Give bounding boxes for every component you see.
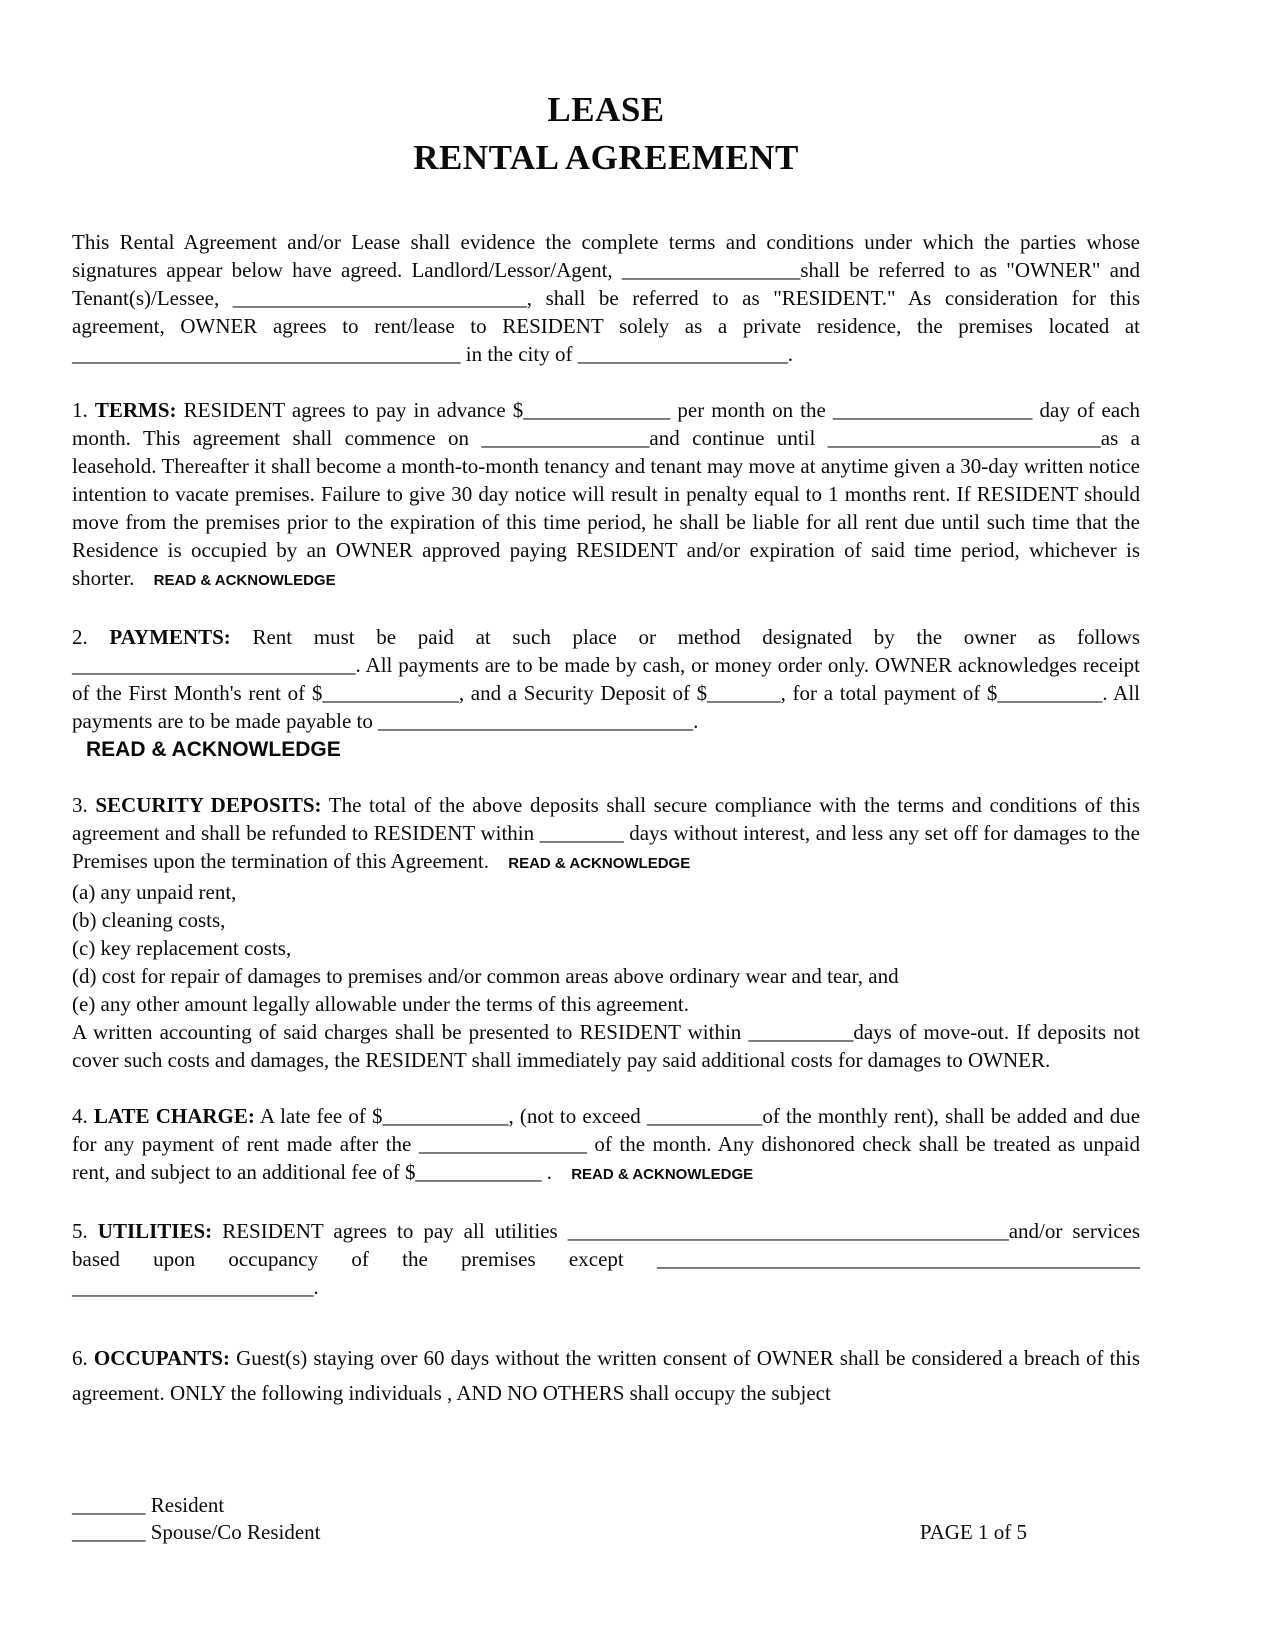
document-title	[72, 86, 1140, 182]
security-item-d: (d) cost for repair of damages to premises and/or common areas above ordinary wear and tear, and	[72, 964, 899, 988]
intro-text: This Rental Agreement and/or Lease shall evidence the complete terms and conditions under which the parties whose signatures appear below have agreed. Landlord/Lessor/Agent, _________________shall be referred to as "OWNER" and Tenant(s)/Lessee, ____________________________, shall be referred to as "RESIDENT." As consideration for this agreement, OWNER agrees to rent/lease to RESIDENT solely as a private residence, the premises located at _____________________________________ in the city of ____________________.	[72, 230, 1140, 366]
footer-resident-line: _______ Resident	[72, 1493, 225, 1517]
page-footer	[72, 1492, 1140, 1546]
terms-read-acknowledge-label: READ & ACKNOWLEDGE	[153, 572, 336, 589]
section-utilities-number: 5.	[72, 1219, 88, 1243]
security-item-c: (c) key replacement costs,	[72, 936, 292, 960]
section-terms-heading: TERMS:	[94, 398, 177, 422]
section-payments-body: Rent must be paid at such place or method designated by the owner as follows ___________________________. All payments are to be made by cash, or money order only. OWNER acknowledges receipt of the First Month's rent of $_____________, and a Security Deposit of $_______, for a total payment of $__________. All payments are to be made payable to ______________________________.	[72, 625, 1141, 733]
title-line-rental-agreement: RENTAL AGREEMENT	[413, 138, 799, 177]
section-payments-number: 2.	[72, 625, 88, 649]
security-deposits-paragraph	[72, 791, 1140, 878]
section-terms	[72, 396, 1140, 595]
security-item-e: (e) any other amount legally allowable under the terms of this agreement.	[72, 992, 689, 1016]
section-occupants	[72, 1341, 1140, 1411]
section-terms-number: 1.	[72, 398, 88, 422]
payments-read-acknowledge-label: READ & ACKNOWLEDGE	[86, 738, 341, 761]
security-item-a: (a) any unpaid rent,	[72, 880, 237, 904]
security-item-b: (b) cleaning costs,	[72, 908, 226, 932]
section-late-charge-heading: LATE CHARGE:	[93, 1104, 255, 1128]
section-terms-body: RESIDENT agrees to pay in advance $______________ per month on the ___________________ day of each month. This agreement shall commence on ________________and continue until __________________________as a leasehold. Thereafter it shall become a month-to-month tenancy and tenant may move at anytime given a 30-day written notice intention to vacate premises. Failure to give 30 day notice will result in penalty equal to 1 months rent. If RESIDENT should move from the premises prior to the expiration of this time period, he shall be liable for all rent due until such time that the Residence is occupied by an OWNER approved paying RESIDENT and/or expiration of said time period, whichever is shorter.	[72, 398, 1141, 590]
late-charge-read-acknowledge-label: READ & ACKNOWLEDGE	[571, 1166, 754, 1183]
security-closing-paragraph	[72, 1018, 1140, 1074]
section-late-charge	[72, 1102, 1140, 1189]
section-payments-heading: PAYMENTS:	[109, 625, 231, 649]
section-late-charge-body: A late fee of $____________, (not to exceed ___________of the monthly rent), shall be added and due for any payment of rent made after the ________________ of the month. Any dishonored check shall be treated as unpaid rent, and subject to an additional fee of $____________ .	[72, 1104, 1141, 1184]
section-utilities-body: RESIDENT agrees to pay all utilities __________________________________________and/or services based upon occupancy of the premises except ______________________________________________ _______________________.	[72, 1219, 1141, 1299]
title-line-lease: LEASE	[547, 90, 665, 129]
footer-signature-lines	[72, 1492, 321, 1546]
section-security-deposits	[72, 791, 1140, 1074]
section-security-body: The total of the above deposits shall secure compliance with the terms and conditions of this agreement and shall be refunded to RESIDENT within ________ days without interest, and less any set off for damages to the Premises upon the termination of this Agreement.	[72, 793, 1140, 873]
footer-spouse-line: _______ Spouse/Co Resident	[72, 1520, 321, 1544]
security-closing-text: A written accounting of said charges shall be presented to RESIDENT within __________days of move-out. If deposits not cover such costs and damages, the RESIDENT shall immediately pay said additional costs for damages to OWNER.	[72, 1020, 1140, 1072]
intro-paragraph	[72, 228, 1140, 368]
page-number: PAGE 1 of 5	[919, 1520, 1027, 1544]
section-utilities-heading: UTILITIES:	[97, 1219, 213, 1243]
section-occupants-heading: OCCUPANTS:	[93, 1346, 230, 1370]
section-late-charge-number: 4.	[72, 1104, 88, 1128]
section-occupants-number: 6.	[72, 1346, 88, 1370]
security-read-acknowledge-label: READ & ACKNOWLEDGE	[508, 855, 691, 872]
section-payments	[72, 623, 1140, 735]
section-security-number: 3.	[72, 793, 88, 817]
section-occupants-body: Guest(s) staying over 60 days without the written consent of OWNER shall be considered a breach of this agreement. ONLY the following individuals , AND NO OTHERS shall occupy the subject	[72, 1346, 1140, 1405]
section-utilities	[72, 1217, 1140, 1301]
section-security-heading: SECURITY DEPOSITS:	[95, 793, 322, 817]
